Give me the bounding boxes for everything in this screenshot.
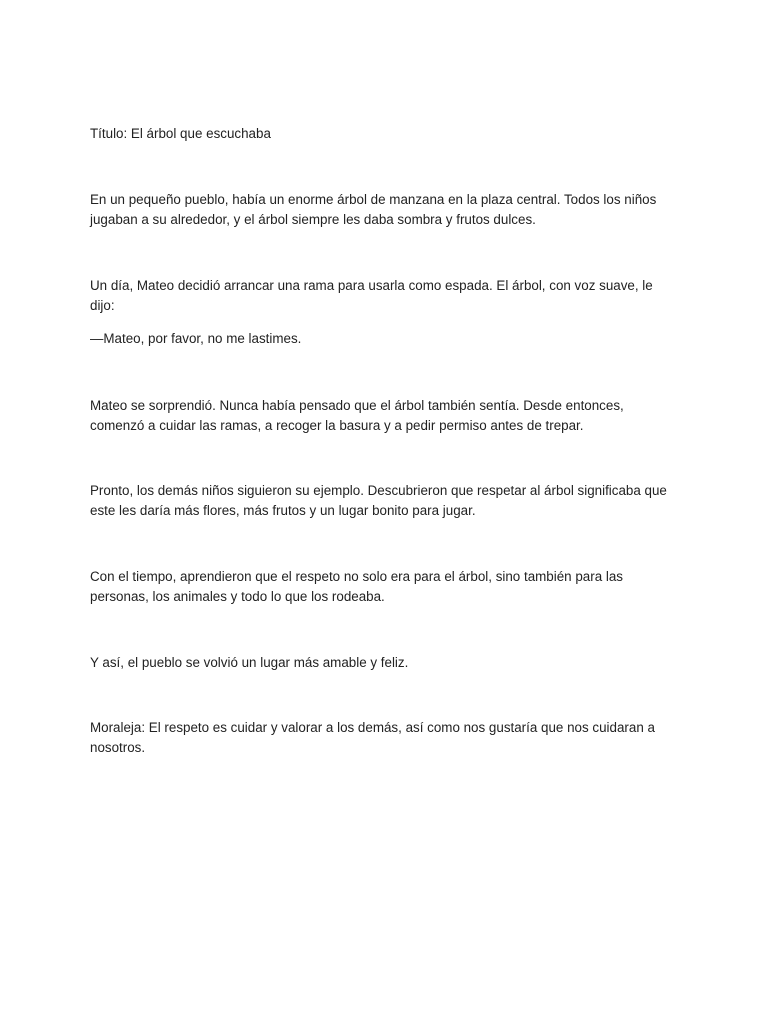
document-title: Título: El árbol que escuchaba	[90, 126, 271, 141]
paragraph-dialogue: —Mateo, por favor, no me lastimes.	[90, 331, 302, 346]
paragraph-respect-lesson: Con el tiempo, aprendieron que el respeto no solo era para el árbol, sino también para las personas, los animales y todo lo que los rodeaba.	[90, 569, 623, 604]
paragraph-happy-village: Y así, el pueblo se volvió un lugar más amable y feliz.	[90, 655, 409, 670]
paragraph-mateo-surprise: Mateo se sorprendió. Nunca había pensado que el árbol también sentía. Desde entonces, comenzó a cuidar las ramas, a recoger la basura y a pedir permiso antes de trepar.	[90, 398, 624, 433]
paragraph-intro: En un pequeño pueblo, había un enorme árbol de manzana en la plaza central. Todos los niños jugaban a su alrededor, y el árbol siempre les daba sombra y frutos dulces.	[90, 192, 657, 227]
paragraph-mateo-decision: Un día, Mateo decidió arrancar una rama para usarla como espada. El árbol, con voz suave, le dijo:	[90, 278, 653, 313]
paragraph-children-example: Pronto, los demás niños siguieron su ejemplo. Descubrieron que respetar al árbol significaba que este les daría más flores, más frutos y un lugar bonito para jugar.	[90, 483, 667, 518]
paragraph-moral: Moraleja: El respeto es cuidar y valorar a los demás, así como nos gustaría que nos cuidaran a nosotros.	[90, 720, 655, 755]
